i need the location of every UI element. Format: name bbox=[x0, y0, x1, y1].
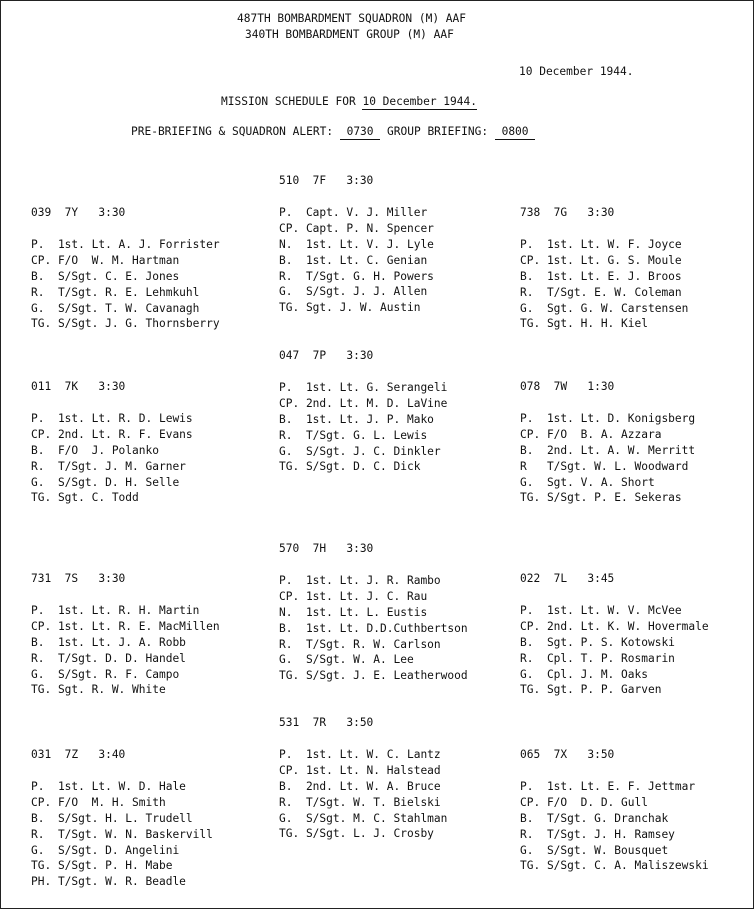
crew-line: P. 1st. Lt. G. Serangeli bbox=[279, 381, 448, 394]
crew-line: P. 1st. Lt. E. F. Jettmar bbox=[520, 780, 696, 793]
crew-line: G. Sgt. V. A. Short bbox=[520, 475, 655, 489]
crew-line: B. S/Sgt. H. L. Trudell bbox=[31, 811, 193, 825]
crew-line: G. S/Sgt. M. C. Stahlman bbox=[279, 811, 448, 825]
crew-line: R. Cpl. T. P. Rosmarin bbox=[520, 651, 675, 665]
crew-line: R T/Sgt. W. L. Woodward bbox=[520, 459, 689, 473]
crew-line: B. 1st. Lt. J. P. Mako bbox=[279, 412, 434, 426]
crew-line: CP. 1st. Lt. N. Halstead bbox=[279, 763, 441, 777]
crew-line: TG. S/Sgt. J. E. Leatherwood bbox=[279, 669, 468, 683]
crew-line: G. S/Sgt. J. C. Dinkler bbox=[279, 444, 441, 458]
crew-line: B. S/Sgt. C. E. Jones bbox=[31, 269, 180, 283]
crew-line: G. S/Sgt. R. F. Campo bbox=[31, 667, 180, 681]
crew-line: PH. T/Sgt. W. R. Beadle bbox=[31, 875, 186, 889]
schedule-date: 10 December 1944. bbox=[362, 95, 477, 108]
crew-heading: 078 7W 1:30 bbox=[520, 380, 615, 393]
crew-line: B. F/O J. Polanko bbox=[31, 443, 159, 457]
crew-line: P. 1st. Lt. D. Konigsberg bbox=[520, 412, 696, 425]
crew-heading: 731 7S 3:30 bbox=[31, 572, 126, 585]
crew-line: P. 1st. Lt. A. J. Forrister bbox=[31, 238, 220, 251]
schedule-label: MISSION SCHEDULE FOR bbox=[221, 95, 356, 108]
crew-line: B. T/Sgt. G. Dranchak bbox=[520, 811, 669, 825]
crew-531 bbox=[279, 715, 529, 842]
crew-line: TG. S/Sgt. L. J. Crosby bbox=[279, 827, 434, 841]
crew-line: G. S/Sgt. J. J. Allen bbox=[279, 285, 428, 299]
crew-heading: 047 7P 3:30 bbox=[279, 349, 374, 362]
crew-line: R. T/Sgt. D. D. Handel bbox=[31, 651, 186, 665]
crew-line: G. Sgt. G. W. Carstensen bbox=[520, 301, 689, 315]
prebrief-time: 0730 bbox=[340, 125, 380, 140]
crew-031 bbox=[31, 747, 281, 890]
crew-line: P. 1st. Lt. R. D. Lewis bbox=[31, 412, 193, 425]
crew-line: CP. 2nd. Lt. K. W. Hovermale bbox=[520, 619, 709, 633]
crew-line: R. T/Sgt. G. L. Lewis bbox=[279, 428, 428, 442]
prebrief-label: PRE-BRIEFING & SQUADRON ALERT: bbox=[131, 125, 334, 138]
crew-039 bbox=[31, 205, 281, 332]
crew-line: TG. S/Sgt. C. A. Maliszewski bbox=[520, 859, 709, 873]
crew-047 bbox=[279, 348, 529, 475]
crew-line: P. Capt. V. J. Miller bbox=[279, 206, 428, 219]
crew-heading: 510 7F 3:30 bbox=[279, 174, 374, 187]
crew-line: N. 1st. Lt. L. Eustis bbox=[279, 605, 428, 619]
crew-line: P. 1st. Lt. R. H. Martin bbox=[31, 604, 200, 617]
crew-510 bbox=[279, 173, 529, 316]
group-brief-time: 0800 bbox=[495, 125, 535, 140]
crew-line: R. T/Sgt. E. W. Coleman bbox=[520, 285, 682, 299]
crew-line: R. T/Sgt. R. W. Carlson bbox=[279, 637, 441, 651]
squadron-title: 487TH BOMBARDMENT SQUADRON (M) AAF bbox=[237, 12, 467, 25]
crew-line: B. 1st. Lt. J. A. Robb bbox=[31, 635, 186, 649]
crew-heading: 570 7H 3:30 bbox=[279, 542, 374, 555]
crew-570 bbox=[279, 541, 529, 684]
crew-line: B. Sgt. P. S. Kotowski bbox=[520, 635, 675, 649]
crew-line: TG. S/Sgt. P. H. Mabe bbox=[31, 859, 173, 873]
crew-line: G. S/Sgt. D. H. Selle bbox=[31, 475, 180, 489]
crew-line: CP. 1st. Lt. J. C. Rau bbox=[279, 589, 428, 603]
crew-heading: 531 7R 3:50 bbox=[279, 716, 374, 729]
crew-738 bbox=[520, 205, 754, 332]
crew-line: TG. Sgt. J. W. Austin bbox=[279, 301, 421, 315]
group-brief-label: GROUP BRIEFING: bbox=[387, 125, 489, 138]
crew-line: CP. F/O D. D. Gull bbox=[520, 795, 648, 809]
crew-heading: 039 7Y 3:30 bbox=[31, 206, 126, 219]
crew-line: R. T/Sgt. R. E. Lehmkuhl bbox=[31, 285, 200, 299]
crew-line: TG. S/Sgt. D. C. Dick bbox=[279, 460, 421, 474]
crew-heading: 031 7Z 3:40 bbox=[31, 748, 126, 761]
crew-line: P. 1st. Lt. J. R. Rambo bbox=[279, 574, 441, 587]
crew-heading: 738 7G 3:30 bbox=[520, 206, 615, 219]
document-date: 10 December 1944. bbox=[519, 65, 634, 78]
crew-line: B. 2nd. Lt. A. W. Merritt bbox=[520, 443, 696, 457]
crew-line: R. T/Sgt. W. N. Baskervill bbox=[31, 827, 213, 841]
crew-line: TG. Sgt. P. P. Garven bbox=[520, 683, 662, 697]
crew-line: P. 1st. Lt. W. D. Hale bbox=[31, 780, 186, 793]
crew-065 bbox=[520, 747, 754, 874]
crew-line: G. S/Sgt. T. W. Cavanagh bbox=[31, 301, 200, 315]
crew-line: R. T/Sgt. G. H. Powers bbox=[279, 269, 434, 283]
crew-line: B. 1st. Lt. E. J. Broos bbox=[520, 269, 682, 283]
crew-022 bbox=[520, 571, 754, 698]
crew-731 bbox=[31, 571, 281, 698]
crew-line: B. 1st. Lt. D.D.Cuthbertson bbox=[279, 621, 468, 635]
crew-line: TG. S/Sgt. J. G. Thornsberry bbox=[31, 317, 220, 331]
group-title: 340TH BOMBARDMENT GROUP (M) AAF bbox=[245, 28, 454, 41]
crew-line: P. 1st. Lt. W. C. Lantz bbox=[279, 748, 441, 761]
crew-line: N. 1st. Lt. V. J. Lyle bbox=[279, 237, 434, 251]
crew-line: R. T/Sgt. J. M. Garner bbox=[31, 459, 186, 473]
crew-line: CP. F/O B. A. Azzara bbox=[520, 427, 662, 441]
crew-line: CP. F/O W. M. Hartman bbox=[31, 253, 180, 267]
crew-line: TG. Sgt. H. H. Kiel bbox=[520, 317, 648, 331]
crew-line: TG. S/Sgt. P. E. Sekeras bbox=[520, 491, 682, 505]
crew-011 bbox=[31, 379, 281, 506]
briefing-line bbox=[131, 124, 535, 140]
crew-line: CP. Capt. P. N. Spencer bbox=[279, 221, 434, 235]
crew-line: P. 1st. Lt. W. V. McVee bbox=[520, 604, 682, 617]
crew-line: TG. Sgt. R. W. White bbox=[31, 683, 166, 697]
crew-line: CP. 2nd. Lt. R. F. Evans bbox=[31, 427, 193, 441]
crew-line: CP. 1st. Lt. R. E. MacMillen bbox=[31, 619, 220, 633]
crew-line: G. S/Sgt. W. A. Lee bbox=[279, 653, 414, 667]
crew-line: B. 1st. Lt. C. Genian bbox=[279, 253, 428, 267]
crew-line: G. S/Sgt. W. Bousquet bbox=[520, 843, 669, 857]
crew-078 bbox=[520, 379, 754, 506]
crew-line: CP. 2nd. Lt. M. D. LaVine bbox=[279, 396, 448, 410]
crew-line: CP. F/O M. H. Smith bbox=[31, 795, 166, 809]
crew-line: TG. Sgt. C. Todd bbox=[31, 491, 139, 505]
crew-line: R. T/Sgt. W. T. Bielski bbox=[279, 795, 441, 809]
crew-heading: 022 7L 3:45 bbox=[520, 572, 615, 585]
crew-line: CP. 1st. Lt. G. S. Moule bbox=[520, 253, 682, 267]
crew-line: B. 2nd. Lt. W. A. Bruce bbox=[279, 779, 441, 793]
crew-heading: 011 7K 3:30 bbox=[31, 380, 126, 393]
crew-line: R. T/Sgt. J. H. Ramsey bbox=[520, 827, 675, 841]
crew-line: P. 1st. Lt. W. F. Joyce bbox=[520, 238, 682, 251]
crew-heading: 065 7X 3:50 bbox=[520, 748, 615, 761]
crew-line: G. Cpl. J. M. Oaks bbox=[520, 667, 648, 681]
schedule-line bbox=[221, 94, 477, 110]
crew-line: G. S/Sgt. D. Angelini bbox=[31, 843, 180, 857]
